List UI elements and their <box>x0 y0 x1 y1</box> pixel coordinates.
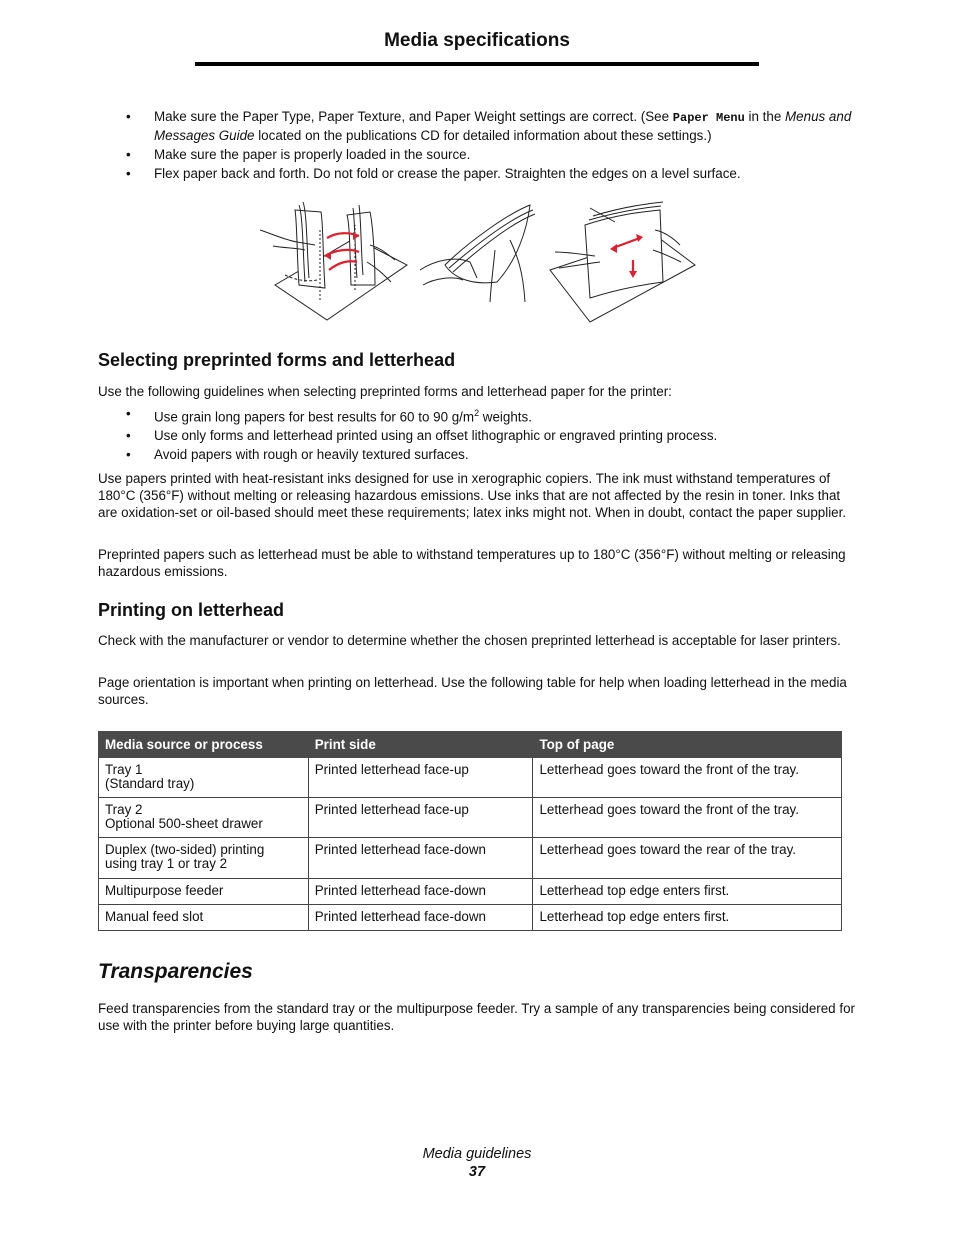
bullet-icon: • <box>126 447 131 463</box>
bullet-icon: • <box>126 109 131 124</box>
intro-bullet-list <box>98 108 858 182</box>
menu-name-code: Paper Menu <box>672 111 745 125</box>
table-cell: Tray 1 (Standard tray) <box>99 758 309 798</box>
table-cell: Letterhead goes toward the front of the tray. <box>533 758 842 798</box>
letterhead-paragraph-check: Check with the manufacturer or vendor to determine whether the chosen preprinted letterhead is acceptable for laser printers. <box>98 633 841 648</box>
section-heading-letterhead: Printing on letterhead <box>98 600 285 620</box>
column-header: Top of page <box>533 732 842 758</box>
table-cell: Printed letterhead face-down <box>308 838 533 879</box>
table-row <box>99 905 842 931</box>
list-item: • Flex paper back and forth. Do not fold or crease the paper. Straighten the edges on a level surface. <box>126 166 741 181</box>
table-cell: Duplex (two-sided) printing using tray 1 or tray 2 <box>99 838 309 879</box>
guide-title: Menus and Messages Guide <box>154 109 852 143</box>
preprinted-intro: Use the following guidelines when selecting preprinted forms and letterhead paper for the printer: <box>98 384 672 399</box>
column-header: Print side <box>308 732 533 758</box>
column-header: Media source or process <box>99 732 309 758</box>
list-item: • Use grain long papers for best results for 60 to 90 $g/m^2$ weights. <box>126 406 532 425</box>
list-item: • Use only forms and letterhead printed using an offset lithographic or engraved printing process. <box>126 428 718 444</box>
section-heading-preprinted: Selecting preprinted forms and letterhead <box>98 350 456 370</box>
list-item: • Make sure the Paper Type, Paper Texture, and Paper Weight settings are correct. (See Paper Menu in the Menus and Messages Guide located on the publications CD for detailed information about these settings.) <box>126 109 852 143</box>
transparencies-paragraph: Feed transparencies from the standard tray or the multipurpose feeder. Try a sample of any transparencies being considered for use with the printer before buying large quantities. <box>98 1001 855 1033</box>
header-rule <box>195 62 759 66</box>
table-cell: Letterhead top edge enters first. <box>533 879 842 905</box>
table-cell: Printed letterhead face-up <box>308 758 533 798</box>
table-cell: Printed letterhead face-down <box>308 905 533 931</box>
list-item: • Make sure the paper is properly loaded in the source. <box>126 147 471 162</box>
table-cell: Manual feed slot <box>99 905 309 931</box>
table-row <box>99 838 842 879</box>
footer-page-number: 37 <box>468 1164 486 1180</box>
table-cell: Printed letterhead face-down <box>308 879 533 905</box>
table-cell: Multipurpose feeder <box>99 879 309 905</box>
preprinted-bullet-list <box>98 405 858 463</box>
preprinted-paragraph-temperature: Preprinted papers such as letterhead must be able to withstand temperatures up to 180°C (356°F) without melting or releasing hazardous emissions. <box>98 547 846 579</box>
table-row <box>99 798 842 838</box>
section-heading-transparencies: Transparencies <box>98 960 253 983</box>
letterhead-paragraph-orientation: Page orientation is important when printing on letterhead. Use the following table for help when loading letterhead in the media sources. <box>98 675 847 707</box>
bullet-icon: • <box>126 428 131 444</box>
table-row <box>99 758 842 798</box>
table-cell: Printed letterhead face-up <box>308 798 533 838</box>
list-item: • Avoid papers with rough or heavily textured surfaces. <box>126 447 469 463</box>
table-cell: Letterhead goes toward the rear of the tray. <box>533 838 842 879</box>
footer-section-name: Media guidelines <box>422 1146 532 1162</box>
table-cell: Tray 2 Optional 500-sheet drawer <box>99 798 309 838</box>
table-header-row <box>99 732 842 758</box>
bullet-icon: • <box>126 166 131 181</box>
table-cell: Letterhead top edge enters first. <box>533 905 842 931</box>
table-row <box>99 879 842 905</box>
preprinted-paragraph-inks: Use papers printed with heat-resistant inks designed for use in xerographic copiers. The ink must withstand temperatures of 180°C (356°F) without melting or releasing hazardous emissions. Use inks that are not affected by the resin in toner. Inks that are oxidation-set or oil-based should meet these requirements; latex inks might not. When in doubt, contact the paper supplier. <box>98 471 847 520</box>
letterhead-orientation-table <box>98 731 842 931</box>
bullet-icon: • <box>126 406 131 421</box>
page-header-title: Media specifications <box>384 30 570 51</box>
table-cell: Letterhead goes toward the front of the tray. <box>533 798 842 838</box>
bullet-icon: • <box>126 147 131 162</box>
flex-paper-illustration <box>255 190 705 330</box>
